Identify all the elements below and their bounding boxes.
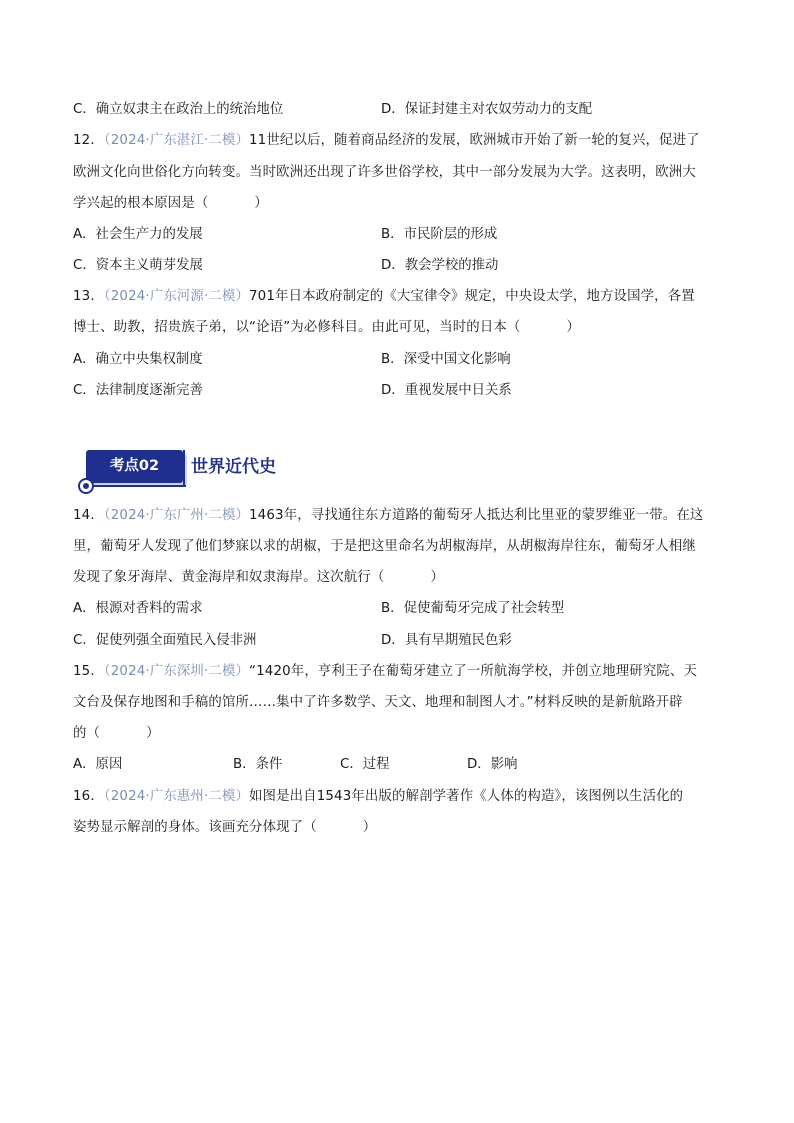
q15-stem-line2: 文台及保存地图和手稿的馆所……集中了许多数学、天文、地理和制图人才。”材料反映的是新航路开辟 <box>73 695 683 710</box>
q12-number: 12． <box>73 133 104 148</box>
q16-number: 16． <box>73 789 104 804</box>
q15-paren-close: ） <box>146 726 160 741</box>
q14-stem-line1 <box>73 506 703 526</box>
q16-stem-line1 <box>73 787 683 807</box>
q13-source: （2024·广东河源·二模） <box>103 289 250 304</box>
banner-underline <box>93 485 186 487</box>
q12-stem-line2: 欧洲文化向世俗化方向转变。当时欧洲还出现了许多世俗学校，其中一部分发展为大学。这表明，欧洲大 <box>73 165 696 180</box>
q15-text-1: “1420年，亨利王子在葡萄牙建立了一所航海学校，并创立地理研究院、天 <box>249 664 697 679</box>
q13-number: 13． <box>73 289 104 304</box>
section-tag: 考点02 <box>109 458 160 474</box>
banner-circle-icon <box>78 478 94 494</box>
q14-option-b[interactable]: B．促使葡萄牙完成了社会转型 <box>381 601 565 616</box>
q15-text-3: 的（ <box>73 726 101 741</box>
q16-stem-line2 <box>73 818 376 838</box>
q13-option-d[interactable]: D．重视发展中日关系 <box>381 383 512 398</box>
q13-text-1: 701年日本政府制定的《大宝律令》规定，中央设太学，地方设国学，各置 <box>249 289 695 304</box>
q12-stem-line1 <box>73 131 700 151</box>
q12-option-d[interactable]: D．教会学校的推动 <box>381 258 499 273</box>
q12-stem-line3 <box>73 194 268 214</box>
q13-paren-close: ） <box>566 320 581 335</box>
q15-option-c[interactable]: C．过程 <box>340 757 390 772</box>
q15-option-a[interactable]: A．原因 <box>73 757 123 772</box>
q14-option-c[interactable]: C．促使列强全面殖民入侵非洲 <box>73 633 257 648</box>
q12-text-3: 学兴起的根本原因是（ <box>73 196 209 211</box>
section-banner <box>78 448 638 496</box>
q13-option-a[interactable]: A．确立中央集权制度 <box>73 352 203 367</box>
q14-text-1: 1463年，寻找通往东方道路的葡萄牙人抵达利比里亚的蒙罗维亚一带。在这 <box>249 508 704 523</box>
q14-text-3: 发现了象牙海岸、黄金海岸和奴隶海岸。这次航行（ <box>73 570 385 585</box>
q15-option-d[interactable]: D．影响 <box>467 757 518 772</box>
q13-option-c[interactable]: C．法律制度逐渐完善 <box>73 383 203 398</box>
q12-option-a[interactable]: A．社会生产力的发展 <box>73 227 203 242</box>
q14-number: 14． <box>73 508 104 523</box>
q14-stem-line2: 里，葡萄牙人发现了他们梦寐以求的胡椒，于是把这里命名为胡椒海岸，从胡椒海岸往东，葡萄牙人相继 <box>73 539 696 554</box>
q13-stem-line2 <box>73 318 580 338</box>
q14-option-d[interactable]: D．具有早期殖民色彩 <box>381 633 512 648</box>
q13-option-b[interactable]: B．深受中国文化影响 <box>381 352 511 367</box>
q15-source: （2024·广东深圳·二模） <box>103 664 250 679</box>
q14-stem-line3 <box>73 568 444 588</box>
section-title: 世界近代史 <box>191 457 276 477</box>
q12-option-c[interactable]: C．资本主义萌芽发展 <box>73 258 203 273</box>
q15-number: 15． <box>73 664 104 679</box>
q12-text-1: 11世纪以后，随着商品经济的发展，欧洲城市开始了新一轮的复兴，促进了 <box>249 133 700 148</box>
banner-divider <box>183 450 185 486</box>
q12-paren-close: ） <box>254 196 268 211</box>
q16-text-2: 姿势显示解剖的身体。该画充分体现了（ <box>73 820 317 835</box>
q15-stem-line1 <box>73 662 697 682</box>
q15-stem-line3 <box>73 724 160 744</box>
q14-source: （2024·广东广州·二模） <box>103 508 250 523</box>
q12-option-b[interactable]: B．市民阶层的形成 <box>381 227 498 242</box>
q15-option-b[interactable]: B．条件 <box>233 757 283 772</box>
q11-option-d[interactable]: D．保证封建主对农奴劳动力的支配 <box>381 102 593 117</box>
q12-source: （2024·广东湛江·二模） <box>103 133 250 148</box>
q16-text-1: 如图是出自1543年出版的解剖学著作《人体的构造》，该图例以生活化的 <box>249 789 684 804</box>
q16-paren-close: ） <box>362 820 377 835</box>
q13-text-2: 博士、助教，招贵族子弟，以“论语”为必修科目。由此可见，当时的日本（ <box>73 320 521 335</box>
q14-option-a[interactable]: A．根源对香料的需求 <box>73 601 203 616</box>
q14-paren-close: ） <box>430 570 444 585</box>
q16-source: （2024·广东惠州·二模） <box>103 789 250 804</box>
q13-stem-line1 <box>73 287 695 307</box>
q11-option-c[interactable]: C．确立奴隶主在政治上的统治地位 <box>73 102 284 117</box>
